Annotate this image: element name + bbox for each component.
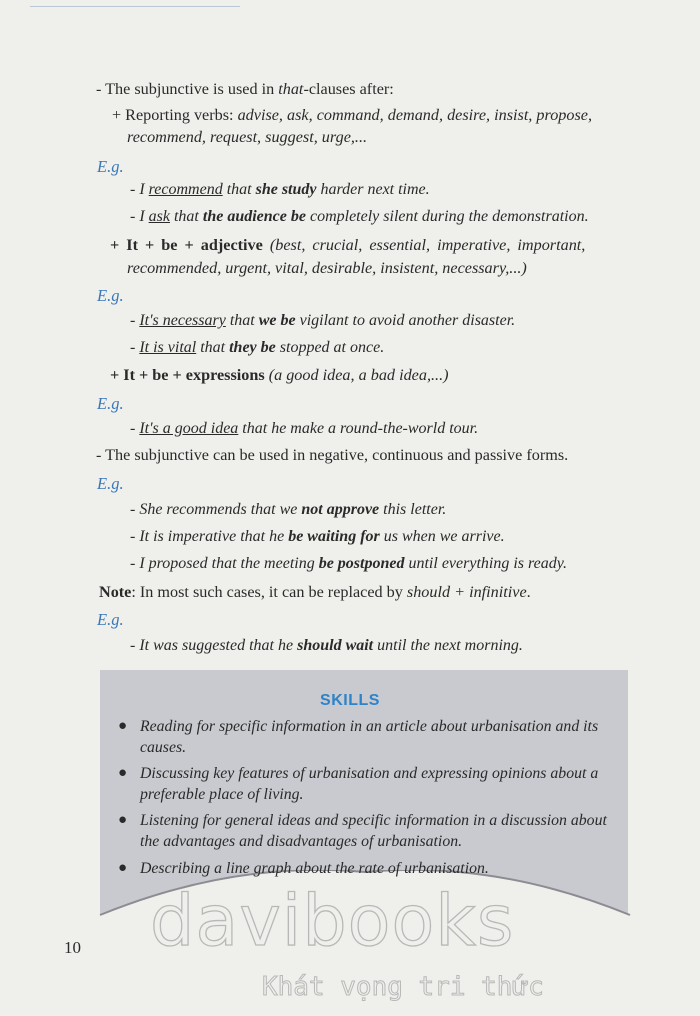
example-6: - She recommends that we not approve this letter.	[130, 501, 447, 518]
rule-line-2: + Reporting verbs: advise, ask, command, demand, desire, insist, propose,	[112, 106, 593, 124]
watermark-slogan: Khát vọng tri thức	[262, 972, 544, 1002]
eg-label: E.g.	[97, 474, 124, 493]
example-5: - It's a good idea that he make a round-the-world tour.	[130, 420, 479, 437]
watermark-logo: davibooks	[150, 880, 515, 962]
rule-line-1: - The subjunctive is used in that-clauses after:	[96, 80, 394, 98]
example-2: - I ask that the audience be completely silent during the demonstration.	[130, 208, 589, 225]
bullet-icon: ●	[118, 718, 128, 734]
skills-title: SKILLS	[320, 692, 380, 709]
example-9: - It was suggested that he should wait until the next morning.	[130, 637, 523, 654]
skill-item: Reading for specific information in an article about urbanisation and its causes.	[140, 718, 599, 756]
skill-item: Describing a line graph about the rate of urbanisation.	[140, 860, 489, 877]
bullet-icon: ●	[118, 860, 128, 876]
eg-label: E.g.	[97, 394, 124, 413]
skill-item: Discussing key features of urbanisation and expressing opinions about a preferable place of living.	[140, 765, 599, 803]
example-8: - I proposed that the meeting be postponed until everything is ready.	[130, 555, 567, 572]
top-rule	[30, 6, 240, 7]
eg-label: E.g.	[97, 286, 124, 305]
example-3: - It's necessary that we be vigilant to avoid another disaster.	[130, 312, 516, 329]
bullet-icon: ●	[118, 765, 128, 781]
eg-label: E.g.	[97, 157, 124, 176]
note-line: Note: In most such cases, it can be replaced by should + infinitive.	[99, 583, 531, 601]
example-4: - It is vital that they be stopped at once.	[130, 339, 385, 356]
skill-item: Listening for general ideas and specific information in a discussion about the advantages and disadvantages of urbanisation.	[140, 812, 607, 850]
eg-label: E.g.	[97, 610, 124, 629]
rule-line-7: - The subjunctive can be used in negative, continuous and passive forms.	[96, 446, 569, 464]
page-number: 10	[64, 938, 81, 957]
rule-line-3: recommend, request, suggest, urge,...	[127, 128, 368, 146]
rule-line-5: recommended, urgent, vital, desirable, insistent, necessary,...)	[127, 259, 527, 277]
bullet-icon: ●	[118, 812, 128, 828]
example-1: - I recommend that she study harder next time.	[130, 181, 430, 198]
example-7: - It is imperative that he be waiting for us when we arrive.	[130, 528, 505, 545]
rule-line-6: + It + be + expressions (a good idea, a bad idea,...)	[110, 366, 449, 384]
rule-line-4: + It + be + adjective (best, crucial, essential, imperative, important,	[110, 236, 586, 254]
